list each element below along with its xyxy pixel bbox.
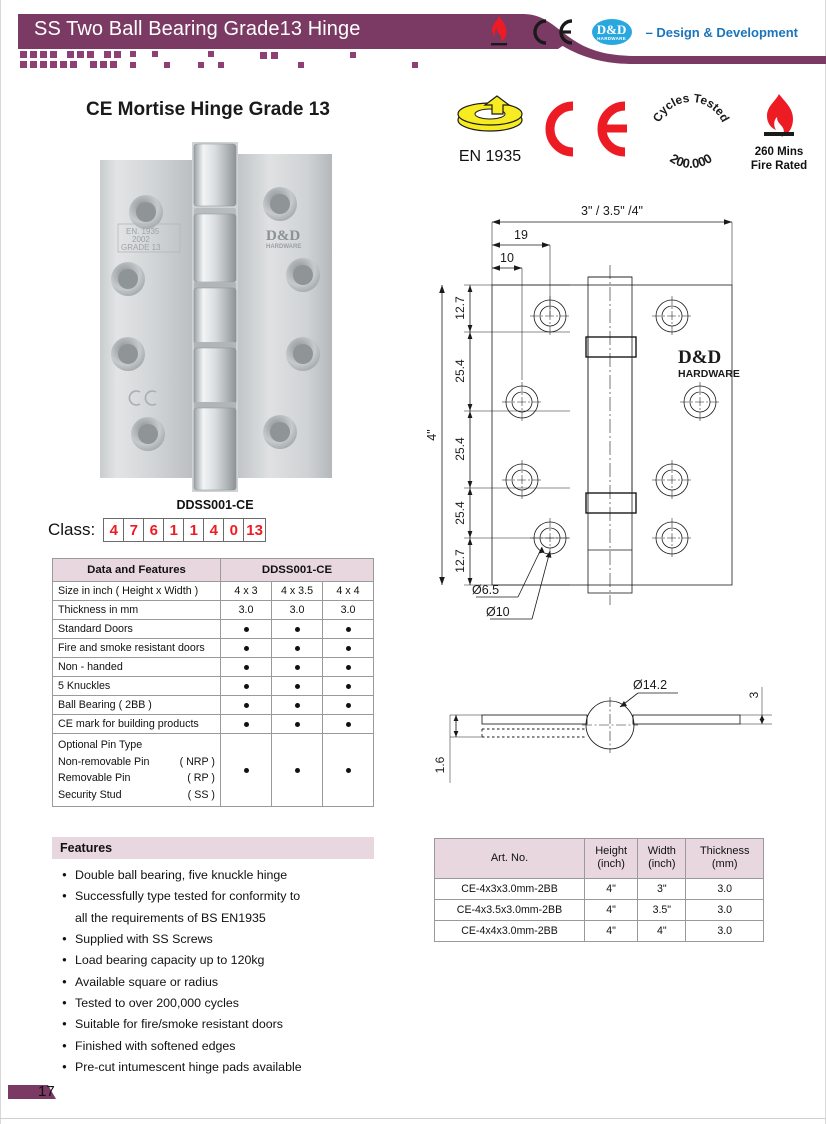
features-heading: Features (52, 837, 374, 859)
dw-10: 10 (500, 251, 514, 265)
technical-drawing-section (420, 665, 800, 795)
check-dot (295, 665, 300, 670)
col-header-features: Data and Features (53, 559, 221, 582)
dw-127b: 12.7 (453, 549, 467, 573)
page-header (0, 0, 826, 72)
class-digit-2: 6 (144, 519, 164, 541)
footer-divider (0, 1118, 826, 1119)
class-digit-0: 4 (104, 519, 124, 541)
row-value-0 (221, 620, 272, 639)
row-feature-label: Standard Doors (53, 620, 221, 639)
sd-16: 1.6 (433, 756, 447, 774)
page-number: 17 (38, 1083, 55, 1100)
art-table-row (435, 878, 764, 899)
hinge-product-photo (88, 142, 342, 492)
table-row (53, 677, 374, 696)
en1935-cert (435, 92, 545, 166)
check-dot (295, 684, 300, 689)
dw-d65: Ø6.5 (472, 583, 500, 597)
dw-width: 3" / 3.5" /4" (581, 204, 643, 218)
page-title: SS Two Ball Bearing Grade13 Hinge (34, 18, 361, 40)
en1935-label: EN 1935 (458, 148, 522, 165)
features-section (52, 837, 374, 1078)
technical-drawing-front (410, 195, 810, 650)
row-value-2: 4 x 4 (323, 582, 374, 601)
row-value-0 (221, 677, 272, 696)
certification-strip (415, 92, 815, 182)
check-dot (295, 703, 300, 708)
row-value-1 (272, 677, 323, 696)
art-col-artno: Art. No. (435, 839, 585, 879)
row-feature-label: Ball Bearing ( 2BB ) (53, 696, 221, 715)
svg-text:D&D: D&D (266, 228, 301, 244)
table-row (53, 620, 374, 639)
class-rating-row (48, 518, 266, 542)
photo-caption: DDSS001-CE (176, 498, 254, 512)
ce-mark-large (533, 98, 633, 165)
row-value-1: 4 x 3.5 (272, 582, 323, 601)
class-digit-1: 7 (124, 519, 144, 541)
check-dot (244, 722, 249, 727)
check-dot (346, 684, 351, 689)
dw-brand: D&D (678, 347, 722, 368)
table-row (53, 582, 374, 601)
class-digit-boxes (103, 518, 266, 542)
rotation-arrow-icon (451, 92, 529, 140)
check-dot (244, 665, 249, 670)
table-row (53, 601, 374, 620)
pin-value-0 (221, 734, 272, 807)
class-digit-4: 1 (184, 519, 204, 541)
check-dot (295, 768, 300, 773)
row-value-1 (272, 696, 323, 715)
check-dot (346, 665, 351, 670)
svg-text:Cycles Tested (650, 92, 732, 124)
fire-rating-badge (740, 92, 818, 173)
row-value-0 (221, 658, 272, 677)
dd-logo-subtext: HARDWARE (597, 35, 627, 41)
product-title: CE Mortise Hinge Grade 13 (86, 99, 330, 120)
row-value-2 (323, 658, 374, 677)
ce-mark-icon (526, 17, 578, 47)
cell-art-no: CE-4x3x3.0mm-2BB (435, 878, 585, 899)
row-feature-label: Fire and smoke resistant doors (53, 639, 221, 658)
fire-rating-line1: 260 Mins (754, 146, 804, 158)
cell-width: 3.5" (638, 899, 686, 920)
cell-height: 4" (585, 920, 638, 941)
svg-text:EN. 1935: EN. 1935 (126, 227, 160, 236)
feature-item-8: ● Finished with softened edges (62, 1036, 374, 1057)
dw-brandsub: HARDWARE (678, 368, 740, 380)
check-dot (244, 703, 249, 708)
table-row (53, 696, 374, 715)
row-value-2 (323, 715, 374, 734)
table-row (53, 658, 374, 677)
check-dot (244, 627, 249, 632)
art-table-row (435, 920, 764, 941)
row-value-1 (272, 658, 323, 677)
feature-item-4: ● Load bearing capacity up to 120kg (62, 950, 374, 971)
art-table-header-row (435, 839, 764, 879)
cy-bot: 200,000 (667, 150, 715, 168)
pin-option: Security Stud ( SS ) (58, 788, 215, 801)
pin-title: Optional Pin Type (58, 739, 143, 751)
row-value-2 (323, 639, 374, 658)
check-dot (244, 684, 249, 689)
cell-thickness: 3.0 (686, 920, 764, 941)
class-digit-7: 13 (244, 519, 265, 541)
feature-item-9: ● Pre-cut intumescent hinge pads available (62, 1057, 374, 1078)
cell-thickness: 3.0 (686, 899, 764, 920)
feature-item-1: ● Successfully type tested for conformity to (62, 886, 374, 907)
features-list (52, 865, 374, 1078)
cy-top: Cycles Tested (649, 92, 733, 125)
check-dot (295, 646, 300, 651)
svg-text:200,000 (667, 151, 714, 168)
decorative-dot-pattern (12, 50, 482, 72)
row-value-1: 3.0 (272, 601, 323, 620)
check-dot (295, 722, 300, 727)
row-feature-label: 5 Knuckles (53, 677, 221, 696)
art-col-height: Height (inch) (585, 839, 638, 879)
art-col-thickness: Thickness (mm) (686, 839, 764, 879)
table-row-pin-options (53, 734, 374, 807)
cell-height: 4" (585, 878, 638, 899)
class-digit-3: 1 (164, 519, 184, 541)
dw-254a: 25.4 (453, 359, 467, 383)
check-dot (295, 627, 300, 632)
dd-hardware-logo (592, 19, 632, 45)
pin-option: Removable Pin ( RP ) (58, 772, 215, 785)
pin-value-1 (272, 734, 323, 807)
row-value-0: 4 x 3 (221, 582, 272, 601)
art-table-row (435, 899, 764, 920)
cell-height: 4" (585, 899, 638, 920)
feature-item-7: ● Suitable for fire/smoke resistant doors (62, 1014, 374, 1035)
class-digit-5: 4 (204, 519, 224, 541)
dw-254b: 25.4 (453, 437, 467, 461)
cycles-tested-badge (643, 92, 739, 168)
article-number-table (434, 838, 764, 942)
cell-art-no: CE-4x4x3.0mm-2BB (435, 920, 585, 941)
row-value-2: 3.0 (323, 601, 374, 620)
svg-text:HARDWARE: HARDWARE (266, 244, 302, 250)
check-dot (346, 627, 351, 632)
dw-19: 19 (514, 228, 528, 242)
feature-item-6: ● Tested to over 200,000 cycles (62, 993, 374, 1014)
svg-text:2002: 2002 (132, 235, 150, 244)
row-feature-label: Size in inch ( Height x Width ) (53, 582, 221, 601)
check-dot (244, 768, 249, 773)
cell-width: 4" (638, 920, 686, 941)
page-edge-left (0, 0, 1, 1124)
row-value-2 (323, 620, 374, 639)
row-value-2 (323, 696, 374, 715)
feature-item-2: all the requirements of BS EN1935 (75, 910, 266, 925)
pin-option: Non-removable Pin ( NRP ) (58, 755, 215, 768)
flame-icon (756, 92, 802, 140)
pin-type-cell (53, 734, 221, 807)
col-header-model: DDSS001-CE (221, 559, 374, 582)
check-dot (346, 703, 351, 708)
sd-3: 3 (747, 691, 761, 699)
check-dot (244, 646, 249, 651)
svg-text:GRADE 13: GRADE 13 (121, 243, 161, 252)
row-value-0: 3.0 (221, 601, 272, 620)
flame-icon (486, 15, 512, 49)
header-tagline: – Design & Development (645, 24, 798, 40)
row-value-0 (221, 715, 272, 734)
dw-d10: Ø10 (486, 605, 510, 619)
row-feature-label: CE mark for building products (53, 715, 221, 734)
table-row (53, 639, 374, 658)
row-value-2 (323, 677, 374, 696)
row-value-1 (272, 620, 323, 639)
table-row (53, 715, 374, 734)
fire-rating-line2: Fire Rated (750, 159, 808, 172)
feature-item-3: ● Supplied with SS Screws (62, 929, 374, 950)
cell-art-no: CE-4x3.5x3.0mm-2BB (435, 899, 585, 920)
check-dot (346, 722, 351, 727)
art-col-width: Width (inch) (638, 839, 686, 879)
pin-value-2 (323, 734, 374, 807)
check-dot (346, 646, 351, 651)
table-header-row (53, 559, 374, 582)
check-dot (346, 768, 351, 773)
dw-127a: 12.7 (453, 296, 467, 320)
dw-h: 4" (425, 429, 439, 441)
row-value-0 (221, 639, 272, 658)
row-feature-label: Thickness in mm (53, 601, 221, 620)
cell-width: 3" (638, 878, 686, 899)
row-value-1 (272, 639, 323, 658)
feature-item-5: ● Available square or radius (62, 972, 374, 993)
data-features-table (52, 558, 374, 807)
sd-dia: Ø14.2 (633, 678, 668, 692)
row-feature-label: Non - handed (53, 658, 221, 677)
header-icon-group (486, 15, 798, 49)
feature-item-0: ● Double ball bearing, five knuckle hinge (62, 865, 374, 886)
row-value-1 (272, 715, 323, 734)
row-value-0 (221, 696, 272, 715)
cell-thickness: 3.0 (686, 878, 764, 899)
dw-254c: 25.4 (453, 501, 467, 525)
class-label: Class: (48, 520, 96, 539)
dd-logo-text: D&D (596, 21, 627, 37)
class-digit-6: 0 (224, 519, 244, 541)
